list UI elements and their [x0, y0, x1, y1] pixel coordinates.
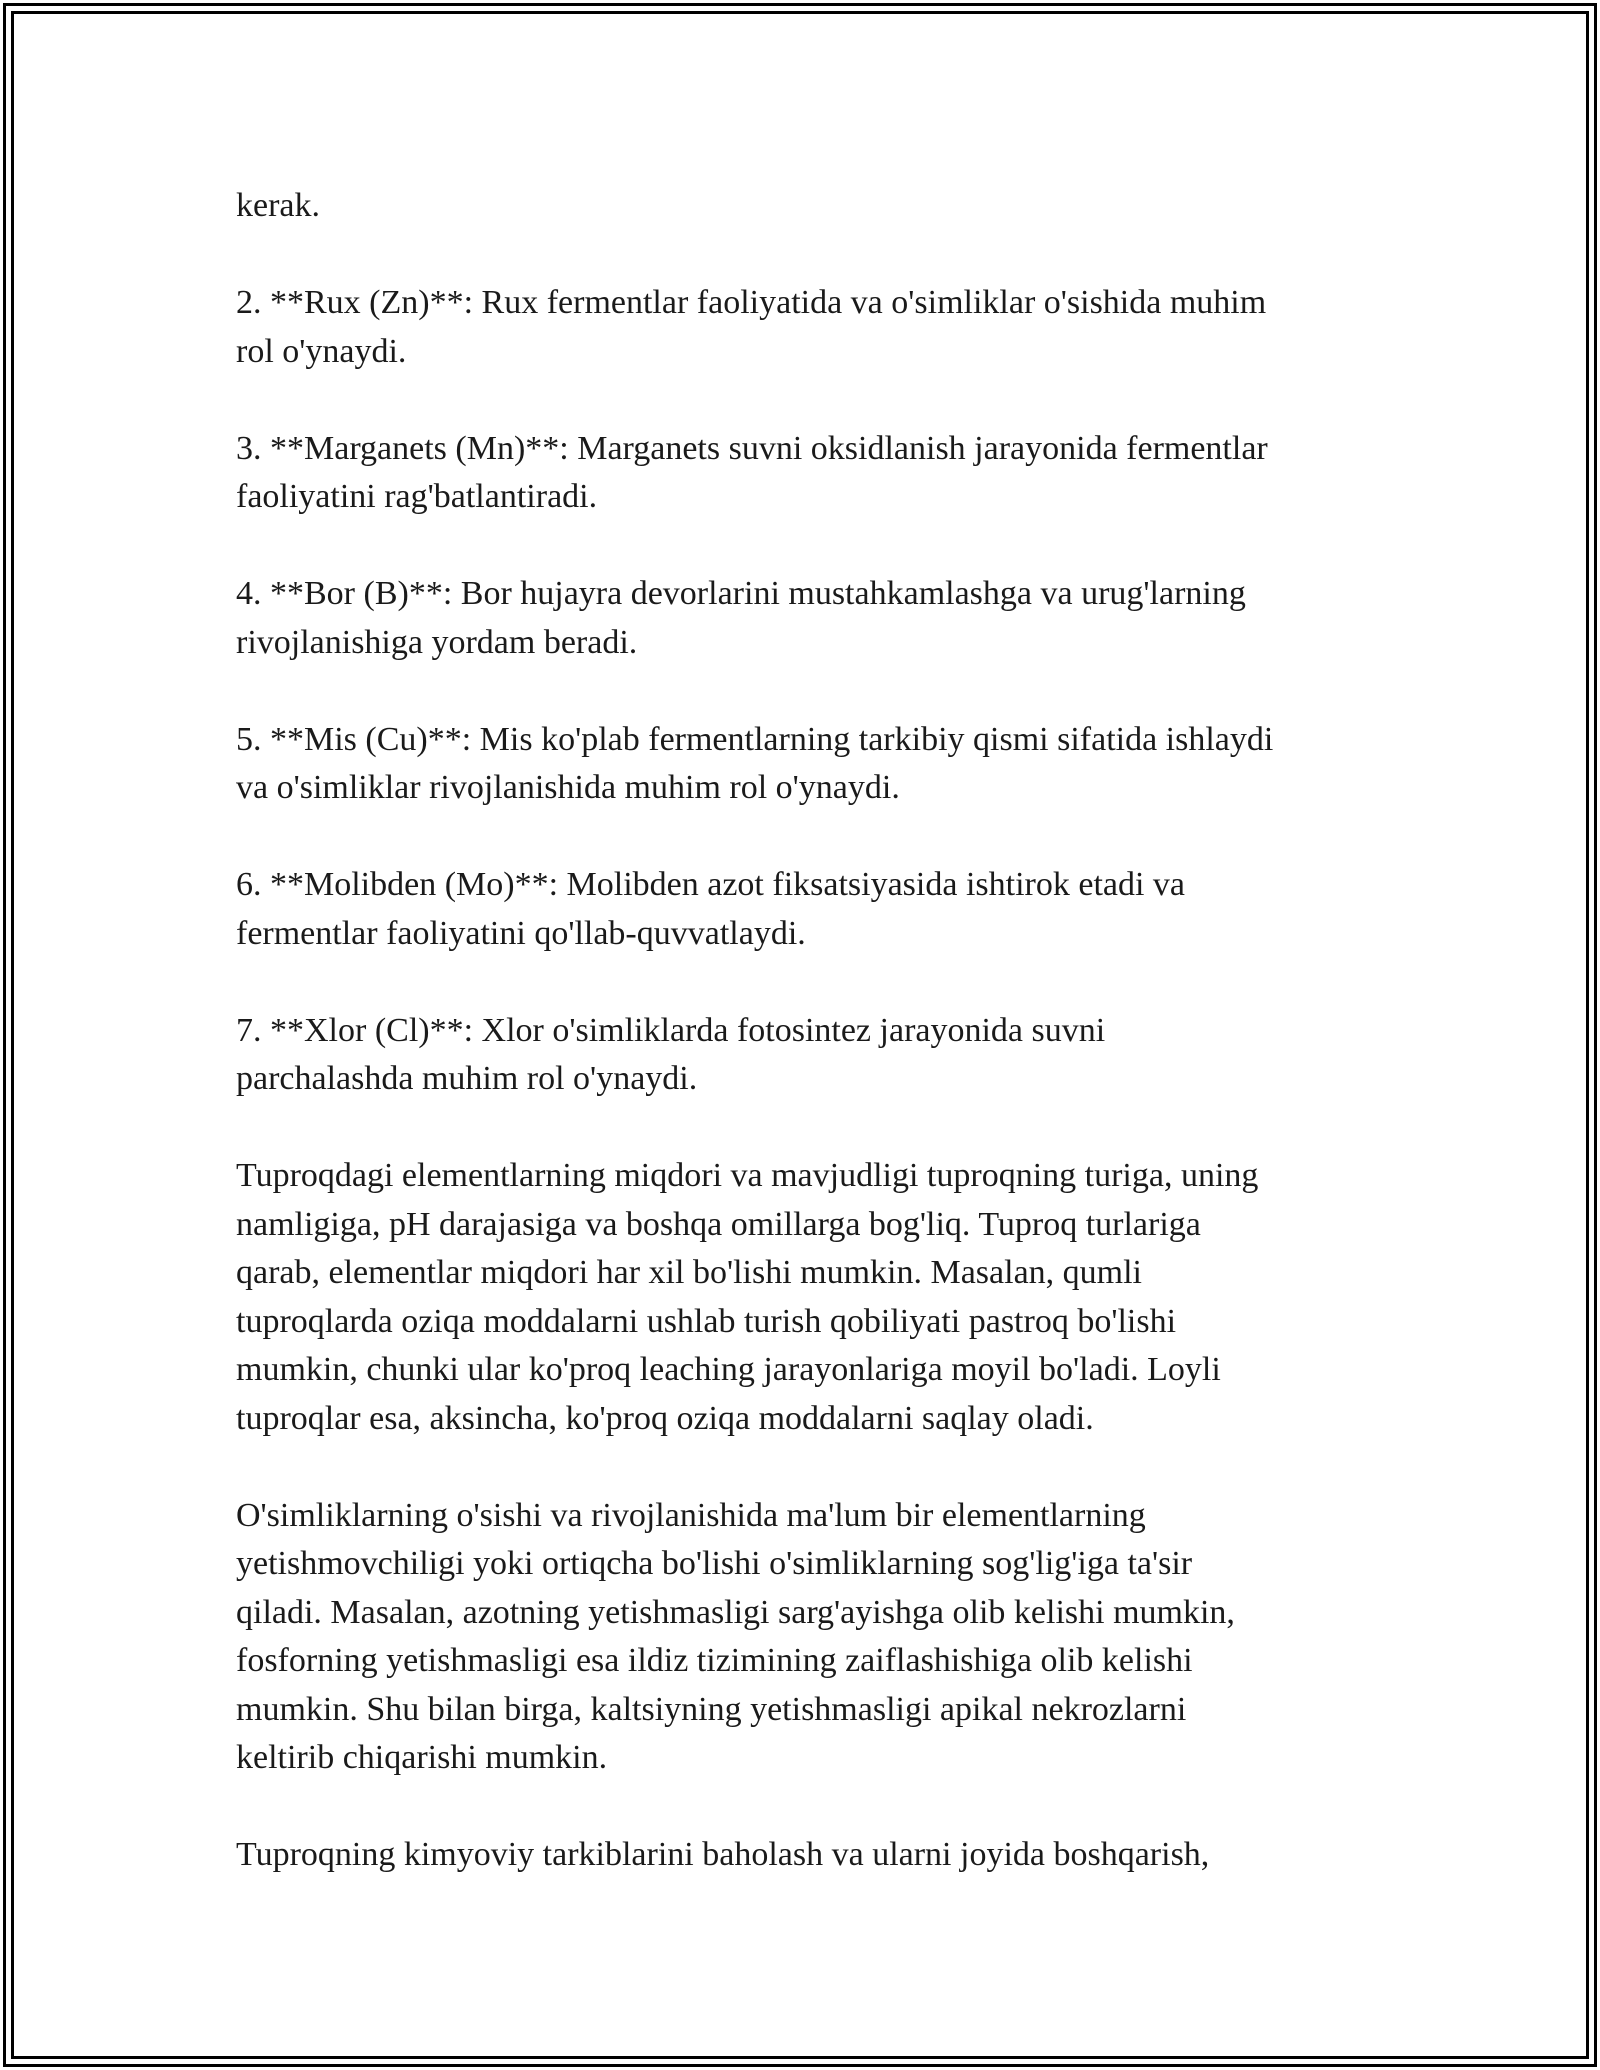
- list-item-molybdenum: 6. **Molibden (Mo)**: Molibden azot fiksatsiyasida ishtirok etadi va fermentlar faoliyatini qo'llab-quvvatlaydi.: [236, 866, 1186, 952]
- paragraph-deficiency: O'simliklarning o'sishi va rivojlanishida ma'lum bir elementlarning yetishmovchiligi yoki ortiqcha bo'lishi o'simliklarning sog'lig'iga ta'sir qiladi. Masalan, azotning yetishmasligi sarg'ayishga olib kelishi mumkin, fosforning yetishmasligi esa ildiz tizimining zaiflashishiga olib kelishi mumkin. Shu bilan birga, kaltsiyning yetishmasligi apikal nekrozlarni keltirib chiqarishi mumkin.: [236, 1496, 1235, 1776]
- list-item-manganese: 3. **Marganets (Mn)**: Marganets suvni oksidlanish jarayonida fermentlar faoliyatini rag'batlantiradi.: [236, 429, 1268, 515]
- list-item-boron: 4. **Bor (B)**: Bor hujayra devorlarini mustahkamlashga va urug'larning rivojlanishiga yordam beradi.: [236, 575, 1246, 661]
- document-body: [236, 182, 1376, 1928]
- list-item-copper: 5. **Mis (Cu)**: Mis ko'plab fermentlarning tarkibiy qismi sifatida ishlaydi va o'simliklar rivojlanishida muhim rol o'ynaydi.: [236, 720, 1274, 806]
- list-item-zinc: 2. **Rux (Zn)**: Rux fermentlar faoliyatida va o'simliklar o'sishida muhim rol o'ynaydi.: [236, 284, 1267, 370]
- paragraph-continuation: kerak.: [236, 187, 321, 224]
- paragraph-soil-types: Tuproqdagi elementlarning miqdori va mavjudligi tuproqning turiga, uning namligiga, pH darajasiga va boshqa omillarga bog'liq. Tuproq turlariga qarab, elementlar miqdori har xil bo'lishi mumkin. Masalan, qumli tuproqlarda oziqa moddalarni ushlab turish qobiliyati pastroq bo'lishi mumkin, chunki ular ko'proq leaching jarayonlariga moyil bo'ladi. Loyli tuproqlar esa, aksincha, ko'proq oziqa moddalarni saqlay oladi.: [236, 1157, 1259, 1437]
- paragraph-assessment: Tuproqning kimyoviy tarkiblarini baholash va ularni joyida boshqarish,: [236, 1836, 1210, 1873]
- list-item-chlorine: 7. **Xlor (Cl)**: Xlor o'simliklarda fotosintez jarayonida suvni parchalashda muhim rol o'ynaydi.: [236, 1011, 1106, 1097]
